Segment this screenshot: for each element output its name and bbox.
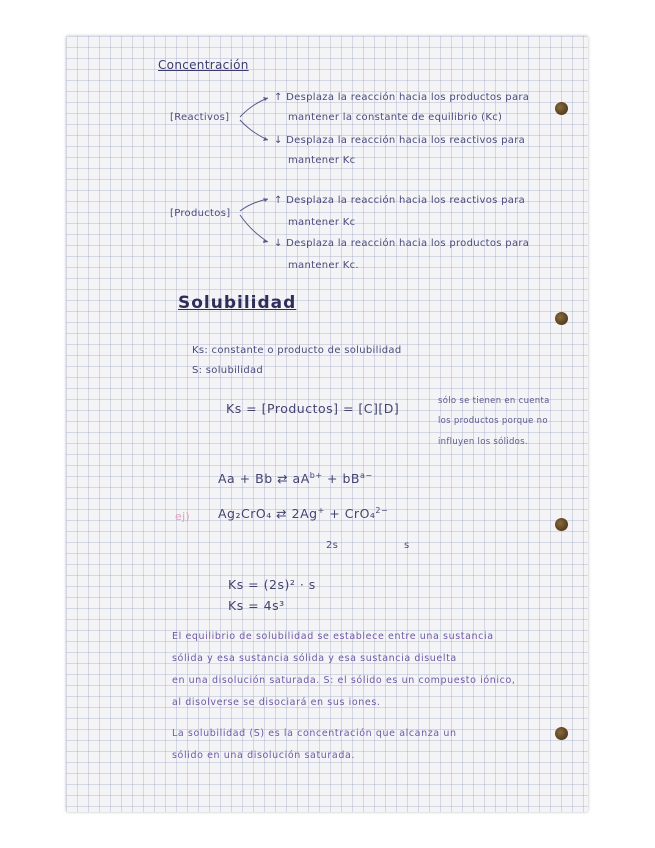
arrow-productos-down [240, 215, 268, 242]
definition-ks: Ks: constante o producto de solubilidad [192, 345, 402, 356]
charge-superscript: 2− [375, 506, 389, 515]
charge-superscript: a− [360, 471, 373, 480]
arrow-reactivos-up [240, 98, 268, 117]
charge-superscript: + [317, 506, 325, 515]
reactivos-up-line2: mantener la constante de equilibrio (Kc) [288, 112, 503, 123]
equation-left: Ag₂CrO₄ ⇄ 2Ag [218, 506, 318, 522]
arrow-reactivos-down [240, 120, 268, 140]
ks-calculation: Ks = (2s)² · s [228, 577, 316, 592]
note-line: sólo se tienen en cuenta [438, 396, 550, 406]
productos-down-line1: ↓ Desplaza la reacción hacia los productos para [274, 238, 530, 249]
example-equilibrium-equation [218, 506, 388, 521]
definition-s: S: solubilidad [192, 365, 264, 376]
reactivos-label: [Reactivos] [170, 112, 230, 123]
ks-result: Ks = 4s³ [228, 598, 285, 613]
note-line: influyen los sólidos. [438, 437, 528, 447]
general-equilibrium-equation [218, 471, 373, 486]
paragraph-line: en una disolución saturada. S: el sólido es un compuesto iónico, [172, 675, 516, 686]
productos-label: [Productos] [170, 208, 231, 219]
paragraph-line: El equilibrio de solubilidad se establece entre una sustancia [172, 631, 494, 642]
equation-right: + CrO₄ [324, 506, 376, 522]
ks-formula: Ks = [Productos] = [C][D] [226, 401, 400, 416]
paragraph-line: al disolverse se disociará en sus iones. [172, 697, 381, 708]
equation-right: + bB [322, 471, 360, 487]
note-line: los productos porque no [438, 416, 548, 426]
paragraph-line: sólida y esa sustancia sólida y esa sustancia disuelta [172, 653, 457, 664]
productos-up-line1: ↑ Desplaza la reacción hacia los reactivos para [274, 195, 526, 206]
charge-superscript: b+ [309, 471, 323, 480]
solubility-s: s [404, 540, 410, 551]
arrow-productos-up [240, 199, 268, 211]
reactivos-down-line2: mantener Kc [288, 155, 356, 166]
productos-up-line2: mantener Kc [288, 217, 356, 228]
paragraph-line: La solubilidad (S) es la concentración que alcanza un [172, 728, 457, 739]
reactivos-up-line1: ↑ Desplaza la reacción hacia los productos para [274, 92, 530, 103]
example-label: ej) [175, 510, 191, 523]
productos-down-line2: mantener Kc. [288, 260, 359, 271]
paragraph-line: sólido en una disolución saturada. [172, 750, 355, 761]
concentracion-title: Concentración [158, 58, 249, 72]
reactivos-down-line1: ↓ Desplaza la reacción hacia los reactivos para [274, 135, 526, 146]
equation-left: Aa + Bb ⇄ aA [218, 471, 310, 487]
solubility-2s: 2s [326, 540, 339, 551]
solubilidad-heading: Solubilidad [178, 293, 297, 313]
